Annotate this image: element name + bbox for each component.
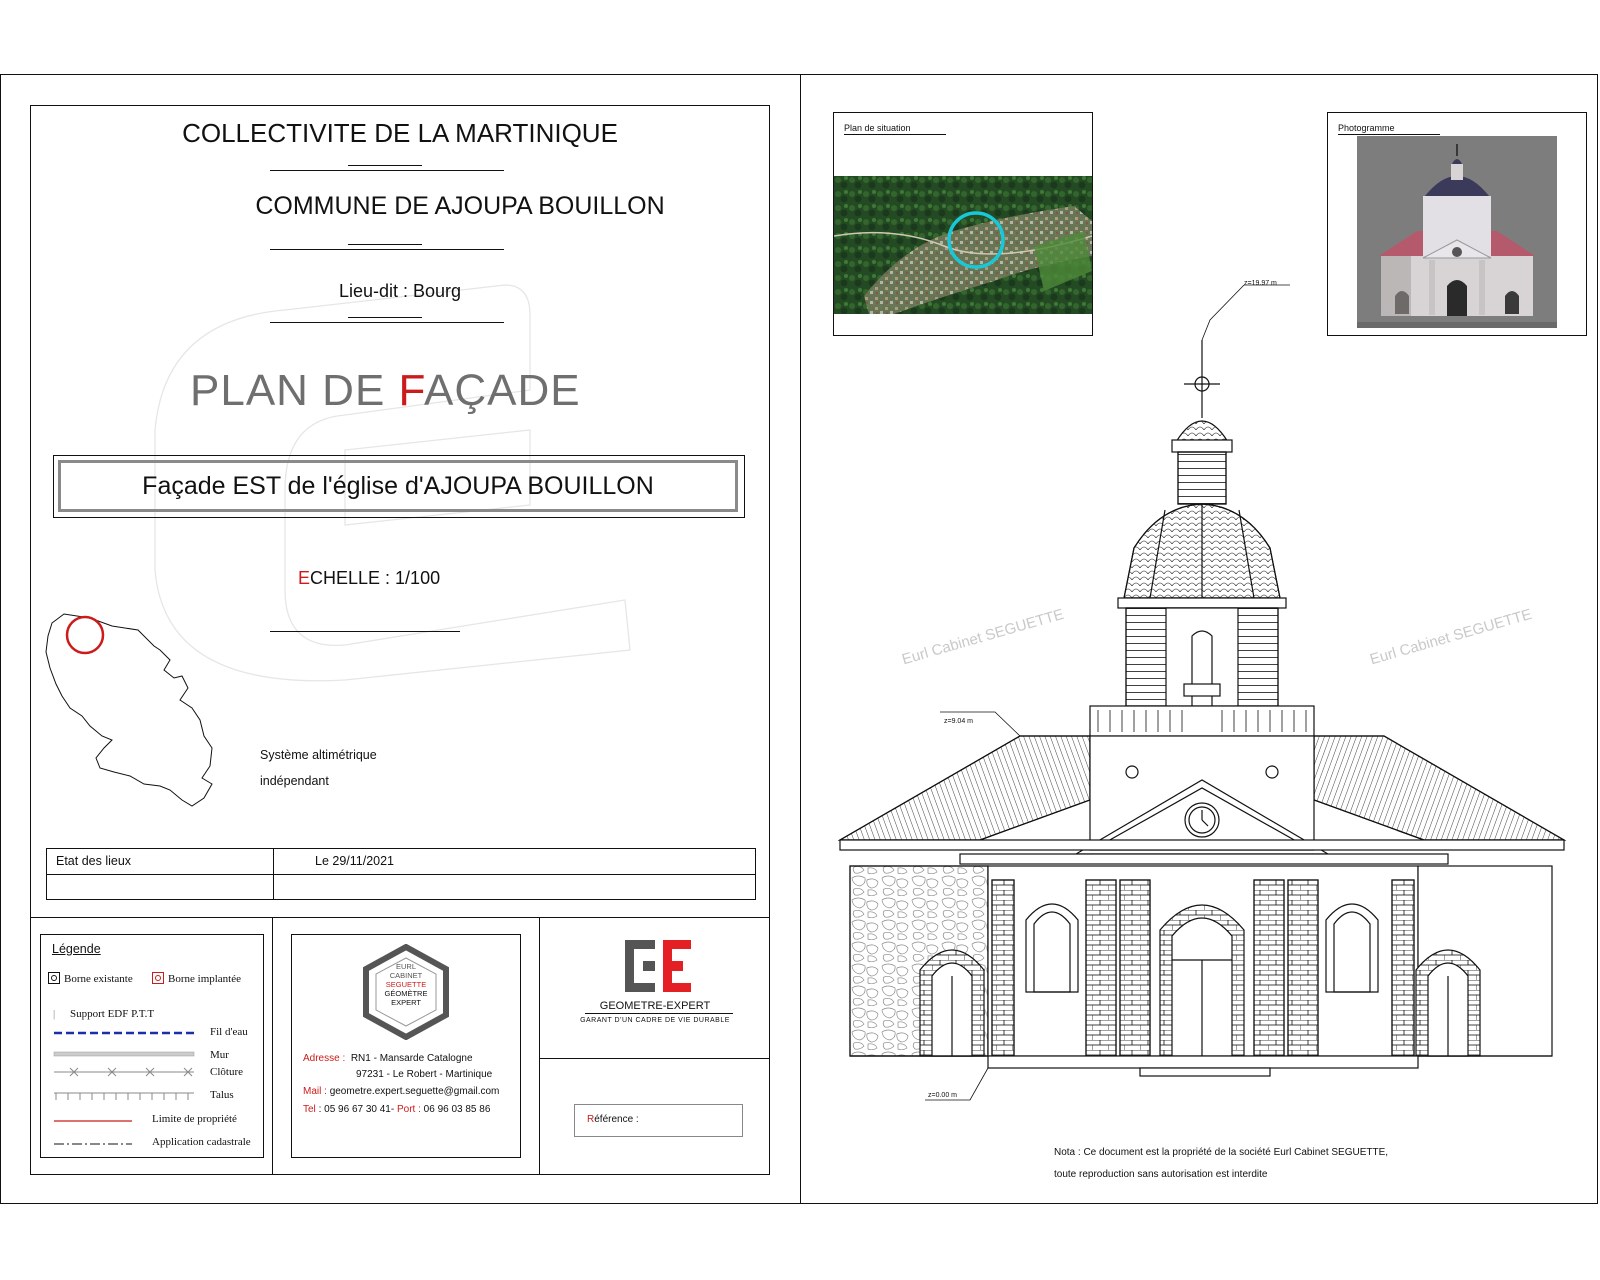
martinique-map [42, 608, 222, 813]
bottom-separator [30, 917, 770, 918]
bottom-vsep-2 [539, 917, 540, 1175]
badge-line3: SEGUETTE [385, 980, 427, 989]
badge-line4: GÉOMÈTRE [384, 989, 428, 998]
systeme-line1: Système altimétrique [260, 748, 377, 762]
echelle-rule [270, 631, 460, 632]
etat-date: Le 29/11/2021 [315, 854, 395, 868]
adresse-label: Adresse : [303, 1053, 346, 1064]
badge-line1: EURL [395, 962, 416, 971]
elevation-base: z=0.00 m [928, 1092, 957, 1099]
legend-application-cadastrale: Application cadastrale [152, 1136, 251, 1148]
mail-line [303, 1086, 499, 1097]
collectivite-title: COLLECTIVITE DE LA MARTINIQUE [182, 118, 618, 148]
tel-value: : 05 96 67 30 41- [318, 1104, 397, 1115]
plan-title-part1: PLAN DE [190, 366, 399, 415]
church-facade-elevation [820, 280, 1590, 1130]
photo-label: Photogramme [1338, 123, 1395, 133]
plan-title-part2: AÇADE [423, 366, 581, 415]
legend-title: Légende [52, 942, 101, 956]
tel-label: Tel [303, 1104, 316, 1115]
legend-support-edf: Support EDF P.T.T [70, 1008, 155, 1020]
etat-table [46, 848, 756, 900]
elevation-top: z=19.97 m [1244, 280, 1277, 287]
plan-title-red-letter: F [398, 366, 424, 415]
port-label: Port : [396, 1104, 421, 1115]
photo-label-rule [1338, 134, 1440, 135]
borne-existante-icon [48, 972, 60, 984]
tel-line [303, 1104, 490, 1115]
badge-line5: EXPERT [391, 998, 421, 1007]
reference-label: éférence : [594, 1114, 639, 1125]
legend-borne-implantee: Borne implantée [168, 973, 242, 985]
title-rule-3-double [348, 317, 422, 323]
logo-caption-rule [585, 1013, 733, 1014]
watermark-left: Eurl Cabinet SEGUETTE [900, 605, 1066, 669]
adresse-value-2: 97231 - Le Robert - Martinique [356, 1069, 493, 1080]
support-edf-icon: | [53, 1008, 56, 1020]
logo-caption: GEOMETRE-EXPERT [599, 1000, 711, 1012]
echelle [298, 568, 440, 589]
adresse-line [303, 1053, 473, 1064]
note-line2: toute reproduction sans autorisation est interdite [1054, 1169, 1268, 1180]
title-rule-2-double [348, 244, 422, 250]
situation-label-rule [844, 134, 946, 135]
lieu-dit: Lieu-dit : Bourg [338, 281, 462, 301]
etat-label: Etat des lieux [56, 854, 132, 868]
plan-title [190, 366, 610, 416]
situation-label: Plan de situation [844, 123, 911, 133]
legend-cloture: Clôture [210, 1066, 243, 1078]
elevation-mid: z=9.04 m [944, 718, 973, 725]
echelle-red-letter: E [298, 568, 311, 588]
logo-tagline: GARANT D'UN CADRE DE VIE DURABLE [580, 1017, 730, 1024]
legend-borne-existante: Borne existante [64, 973, 133, 985]
legend-talus: Talus [210, 1089, 234, 1101]
location-circle [67, 617, 103, 653]
legend-line-samples [52, 1028, 197, 1153]
ownership-note [1054, 1142, 1388, 1186]
company-badge-text [372, 962, 440, 1007]
geometre-expert-logo-icon [625, 940, 691, 992]
sheet-divider [800, 74, 801, 1204]
mail-label: Mail : [303, 1086, 327, 1097]
adresse-value-1: RN1 - Mansarde Catalogne [350, 1053, 473, 1064]
facade-title: Façade EST de l'église d'AJOUPA BOUILLON [58, 460, 738, 512]
note-line1: Nota : Ce document est la propriété de la société Eurl Cabinet SEGUETTE, [1054, 1147, 1389, 1158]
watermark-right: Eurl Cabinet SEGUETTE [1368, 605, 1534, 669]
mail-value[interactable]: geometre.expert.seguette@gmail.com [329, 1086, 500, 1097]
title-rule-1-double [348, 165, 422, 171]
legend-mur: Mur [210, 1049, 229, 1061]
reference-red-letter: R [587, 1114, 595, 1125]
borne-implantee-icon [152, 972, 164, 984]
commune-title: COMMUNE DE AJOUPA BOUILLON [255, 192, 665, 220]
echelle-text: CHELLE : 1/100 [310, 568, 441, 588]
reference-field [574, 1104, 743, 1137]
port-value: 06 96 03 85 86 [420, 1104, 491, 1115]
bottom-vsep-1 [272, 917, 273, 1175]
systeme-line2: indépendant [260, 774, 329, 788]
bottom-hsep-3 [539, 1058, 770, 1059]
badge-line2: CABINET [389, 971, 423, 980]
legend-fil-eau: Fil d'eau [210, 1026, 248, 1038]
legend-limite-propriete: Limite de propriété [152, 1113, 237, 1125]
systeme-altimetrique [260, 742, 377, 794]
